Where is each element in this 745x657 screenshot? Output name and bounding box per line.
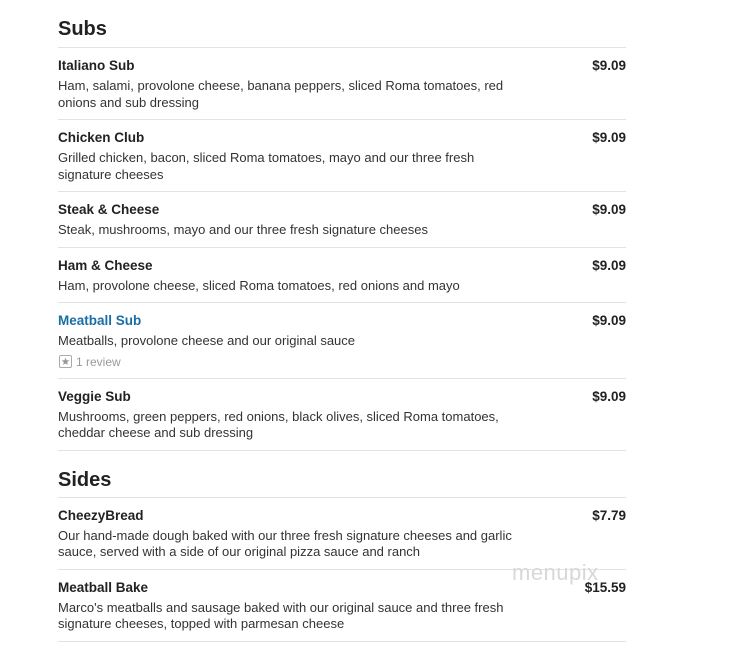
- star-icon: [59, 355, 72, 368]
- menu-item: [58, 302, 626, 378]
- item-name: Steak & Cheese: [58, 202, 160, 217]
- item-description: Ham, salami, provolone cheese, banana peppers, sliced Roma tomatoes, red onions and sub dressing: [58, 78, 504, 110]
- review-link[interactable]: [58, 354, 626, 370]
- menu-item: [58, 378, 626, 451]
- item-description: Steak, mushrooms, mayo and our three fresh signature cheeses: [58, 222, 428, 237]
- item-price: $9.09: [592, 58, 626, 73]
- section-title: Subs: [58, 18, 107, 40]
- watermark: menupix: [512, 560, 599, 585]
- item-name: CheezyBread: [58, 507, 144, 523]
- meatball-sub-link[interactable]: Meatball Sub: [58, 313, 142, 328]
- item-description: Meatballs, provolone cheese and our original sauce: [58, 333, 356, 348]
- review-count: 1 review: [76, 354, 121, 369]
- item-price: $9.09: [592, 313, 626, 328]
- menu-item: [58, 191, 626, 247]
- item-description: Marco's meatballs and sausage baked with our original sauce and three fresh signature cheeses, topped with parmesan cheese: [58, 599, 504, 631]
- menu-item: [58, 119, 626, 191]
- section-sides: [58, 450, 626, 642]
- item-price: $9.09: [592, 202, 626, 217]
- item-description: Ham, provolone cheese, sliced Roma tomatoes, red onions and mayo: [58, 277, 460, 293]
- item-name: Ham & Cheese: [58, 257, 153, 273]
- item-name: Italiano Sub: [58, 58, 135, 73]
- item-price: $9.09: [592, 388, 626, 404]
- menu: [58, 0, 626, 642]
- menu-item: [58, 497, 626, 569]
- item-name: Veggie Sub: [58, 388, 131, 404]
- section-subs: [58, 0, 626, 451]
- item-price: $9.09: [592, 257, 626, 273]
- item-description: Our hand-made dough baked with our three fresh signature cheeses and garlic sauce, served with a side of our original pizza sauce and ranch: [58, 527, 512, 559]
- menu-item: [58, 247, 626, 303]
- item-description: Grilled chicken, bacon, sliced Roma tomatoes, mayo and our three fresh signature cheeses: [58, 150, 475, 182]
- item-name: Meatball Bake: [58, 579, 149, 595]
- item-name: Chicken Club: [58, 130, 145, 145]
- item-price: $9.09: [592, 130, 626, 145]
- section-title: Sides: [58, 468, 112, 491]
- item-description: Mushrooms, green peppers, red onions, black olives, sliced Roma tomatoes, cheddar cheese and sub dressing: [58, 408, 499, 440]
- item-price: $15.59: [584, 579, 626, 595]
- item-price: $7.79: [592, 507, 626, 523]
- menu-item: [58, 47, 626, 119]
